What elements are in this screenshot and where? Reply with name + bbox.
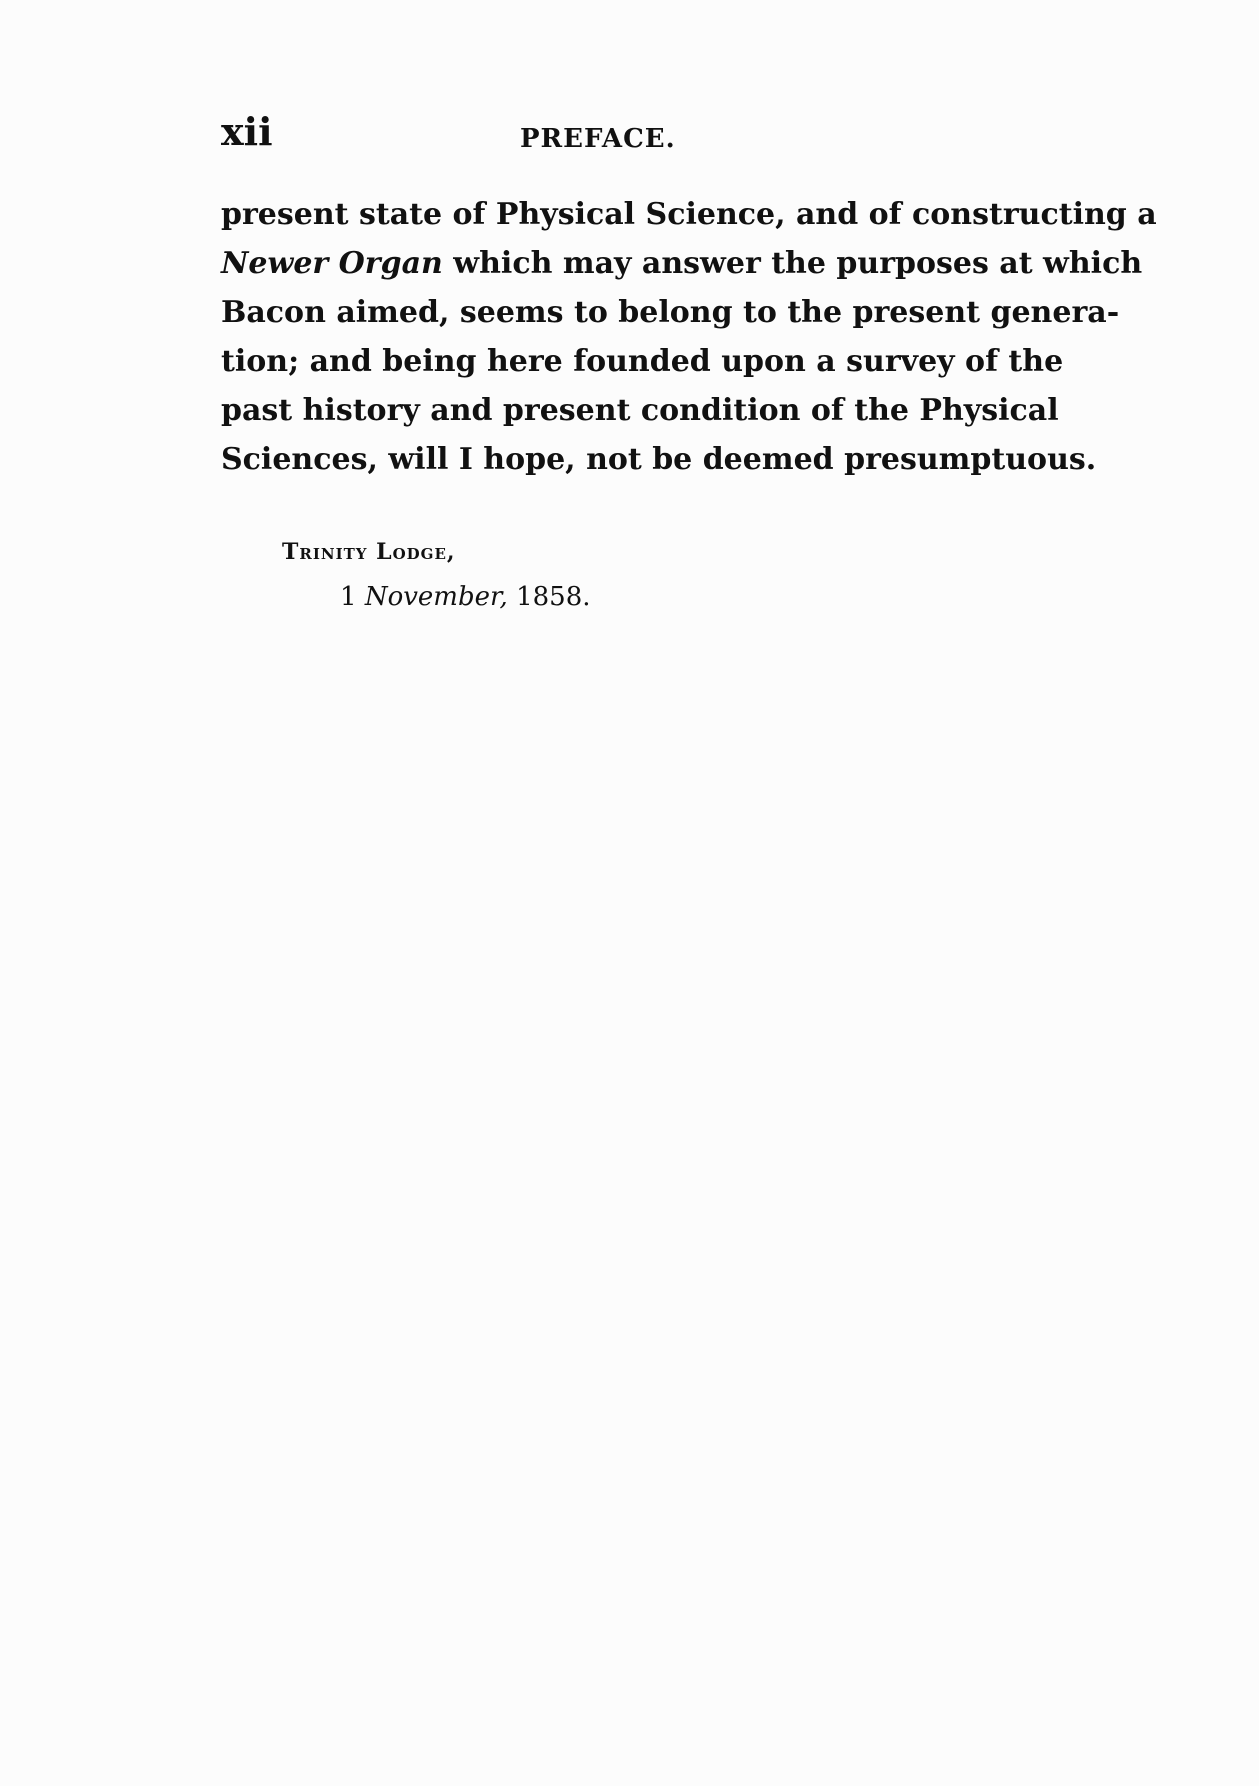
page-number: xii [221, 109, 273, 154]
paragraph-line-4: tion; and being here founded upon a survey of the [221, 344, 1064, 379]
signoff-place: Trinity Lodge, [282, 539, 456, 565]
signoff-date [340, 580, 591, 614]
preface-paragraph [221, 190, 1157, 484]
paragraph-line-2 [221, 239, 1143, 288]
italic-title-newer-organ: Newer Organ [221, 246, 443, 281]
signoff-year: 1858. [507, 582, 591, 612]
running-head: PREFACE. [520, 124, 676, 154]
paragraph-line-6: Sciences, will I hope, not be deemed presumptuous. [221, 442, 1097, 477]
paragraph-line-3: Bacon aimed, seems to belong to the present genera- [221, 295, 1120, 330]
paragraph-line-5: past history and present condition of the Physical [221, 393, 1059, 428]
signoff-day: 1 [340, 582, 365, 612]
paragraph-line-1: present state of Physical Science, and of constructing a [221, 197, 1157, 232]
signoff-month: November, [364, 582, 508, 612]
paragraph-line-2-rest: which may answer the purposes at which [442, 246, 1143, 281]
